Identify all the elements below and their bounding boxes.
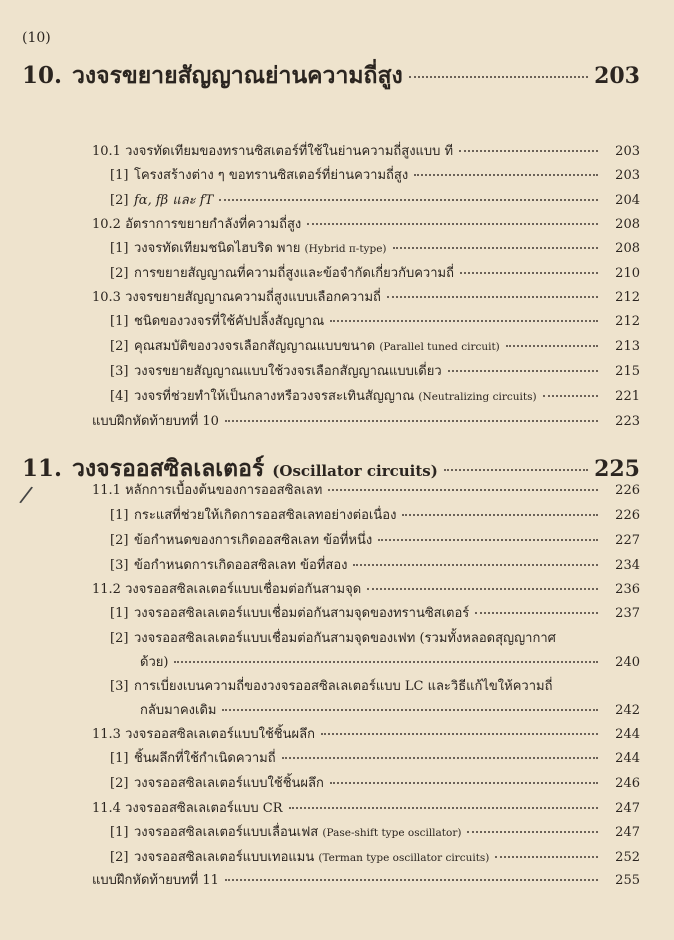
entry-page: 252 [615,850,640,865]
entry-label: 10.3 วงจรขยายสัญญาณความถี่สูงแบบเลือกความถี่ [92,290,381,305]
entry-index: [2] [110,533,129,548]
pen-mark-icon: / [17,481,35,509]
toc-entry [110,821,640,842]
entry-index: [1] [110,241,129,256]
dot-leader [393,247,598,249]
entry-page: 226 [615,508,640,523]
dot-leader [409,76,588,78]
toc-entry [110,772,640,793]
dot-leader [402,514,598,516]
entry-page: 227 [615,533,640,548]
entry-index: [2] [110,339,129,354]
toc-entry [92,140,640,161]
chapter-title: วงจรออสซิลเลเตอร์ [72,455,265,482]
dot-leader [460,272,598,274]
toc-entry [110,602,640,623]
toc-entry [110,627,640,648]
dot-leader [353,564,598,566]
entry-page: 210 [615,266,640,281]
entry-index: [2] [110,193,129,208]
toc-entry [110,675,640,696]
entry-page: 240 [615,655,640,670]
entry-page: 223 [615,414,640,429]
dot-leader [444,469,588,471]
toc-entry [110,747,640,768]
entry-page: 204 [615,193,640,208]
dot-leader [414,174,598,176]
entry-index: [2] [110,850,129,865]
entry-page: 236 [615,582,640,597]
toc-entry [110,846,640,867]
entry-label: 10.1 วงจรทัดเทียมของทรานซิสเตอร์ที่ใช้ในย่านความถี่สูงแบบ ที [92,144,454,159]
entry-label: แบบฝึกหัดท้ายบทที่ 10 [92,414,219,429]
entry-label: กลับมาคงเดิม [140,703,217,718]
toc-entry-continuation [140,651,640,672]
entry-index: [1] [110,606,129,621]
entry-index: [1] [110,314,129,329]
entry-label: คุณสมบัติของวงจรเลือกสัญญาณแบบขนาด [134,339,376,354]
toc-entry [110,360,640,381]
entry-index: [3] [110,679,129,694]
entry-page: 246 [615,776,640,791]
entry-label: วงจรออสซิลเลเตอร์แบบใช้ชิ้นผลึก [134,776,324,791]
entry-index: [1] [110,508,129,523]
entry-label: 11.3 วงจรออสซิลเลเตอร์แบบใช้ชิ้นผลึก [92,727,315,742]
chapter-heading [22,58,640,94]
entry-english: (Hybrid π-type) [304,243,387,255]
dot-leader [378,539,598,541]
dot-leader [387,296,598,298]
entry-page: 203 [615,168,640,183]
entry-page: 244 [615,727,640,742]
dot-leader [330,782,598,784]
toc-entry [92,286,640,307]
entry-page: 208 [615,241,640,256]
entry-index: [2] [110,631,129,646]
entry-label: ข้อกำหนดการเกิดออสซิลเลท ข้อที่สอง [134,558,348,573]
toc-entry [92,869,640,890]
toc-entry [92,479,640,500]
toc-entry [110,529,640,550]
entry-label: ชนิดของวงจรที่ใช้คัปปลิ้งสัญญาณ [134,314,325,329]
entry-page: 213 [615,339,640,354]
entry-index: [2] [110,266,129,281]
entry-index: [3] [110,364,129,379]
entry-page: 234 [615,558,640,573]
toc-entry [110,262,640,283]
entry-english: (Parallel tuned circuit) [379,341,500,353]
chapter-page: 225 [594,456,640,482]
entry-index: [1] [110,825,129,840]
entry-english: (Terman type oscillator circuits) [318,852,490,864]
chapter-title: วงจรขยายสัญญาณย่านความถี่สูง [72,62,403,89]
dot-leader [307,223,598,225]
entry-label: การขยายสัญญาณที่ความถี่สูงและข้อจำกัดเกี่ยวกับความถี่ [134,266,454,281]
toc-entry [92,797,640,818]
entry-label: fα, fβ และ fT [134,193,214,208]
entry-page: 221 [615,389,640,404]
chapter-number: 11./ [17,455,63,509]
entry-page: 212 [615,290,640,305]
entry-page: 212 [615,314,640,329]
entry-english: (Pase-shift type oscillator) [322,827,462,839]
entry-page: 226 [615,483,640,498]
entry-label: ข้อกำหนดของการเกิดออสซิลเลท ข้อที่หนึ่ง [134,533,373,548]
dot-leader [467,831,598,833]
dot-leader [328,489,598,491]
entry-label: แบบฝึกหัดท้ายบทที่ 11 [92,873,219,888]
entry-label: 11.4 วงจรออสซิลเลเตอร์แบบ CR [92,801,283,816]
toc-entry [110,164,640,185]
entry-label: วงจรออสซิลเลเตอร์แบบเชื่อมต่อกันสามจุดของทรานซิสเตอร์ [134,606,470,621]
dot-leader [282,757,598,759]
dot-leader [506,345,598,347]
toc-entry [110,335,640,356]
dot-leader [225,420,598,422]
dot-leader [367,588,598,590]
entry-label: ด้วย) [140,655,169,670]
toc-entry [92,723,640,744]
entry-index: [2] [110,776,129,791]
toc-entry [110,504,640,525]
entry-label: วงจรออสซิลเลเตอร์แบบเลื่อนเฟส [134,825,319,840]
entry-index: [4] [110,389,129,404]
entry-page: 215 [615,364,640,379]
chapter-page: 203 [594,63,640,89]
entry-page: 242 [615,703,640,718]
entry-page: 208 [615,217,640,232]
toc-entry [110,310,640,331]
toc-entry [110,189,640,210]
toc-entry [92,213,640,234]
dot-leader [543,395,598,397]
chapter-english-title: (Oscillator circuits) [272,462,438,480]
dot-leader [330,320,598,322]
page-number: (10) [22,30,51,46]
entry-label: วงจรที่ช่วยทำให้เป็นกลางหรือวงจรสะเทินสัญญาณ [134,389,415,404]
entry-page: 247 [615,825,640,840]
dot-leader [222,709,598,711]
entry-label: 10.2 อัตราการขยายกำลังที่ความถี่สูง [92,217,302,232]
entry-label: ชิ้นผลึกที่ใช้กำเนิดความถี่ [134,751,276,766]
entry-label: 11.1 หลักการเบื้องต้นของการออสซิลเลท [92,483,323,498]
dot-leader [475,612,598,614]
entry-page: 247 [615,801,640,816]
dot-leader [448,370,598,372]
dot-leader [174,661,598,663]
dot-leader [289,807,599,809]
chapter-number: 10. [22,62,63,89]
entry-page: 203 [615,144,640,159]
entry-page: 244 [615,751,640,766]
toc-entry [110,385,640,406]
entry-label: 11.2 วงจรออสซิลเลเตอร์แบบเชื่อมต่อกันสามจุด [92,582,362,597]
toc-entry [110,237,640,258]
entry-label: วงจรทัดเทียมชนิดไฮบริด พาย [134,241,301,256]
entry-label: การเบี่ยงเบนความถี่ของวงจรออสซิลเลเตอร์แบบ LC และวิธีแก้ไขให้ความถี่ [134,679,553,694]
entry-label: โครงสร้างต่าง ๆ ขอทรานซิสเตอร์ที่ย่านความถี่สูง [134,168,409,183]
toc-entry-continuation [140,699,640,720]
toc-entry [110,554,640,575]
dot-leader [225,879,598,881]
entry-english: (Neutralizing circuits) [418,391,537,403]
toc-entry [92,410,640,431]
entry-page: 255 [615,873,640,888]
entry-label: วงจรออสซิลเลเตอร์แบบเชื่อมต่อกันสามจุดของเฟท (รวมทั้งหลอดสุญญากาศ [134,631,556,646]
entry-index: [1] [110,751,129,766]
dot-leader [219,199,598,201]
dot-leader [321,733,598,735]
entry-index: [3] [110,558,129,573]
dot-leader [459,150,598,152]
entry-label: กระแสที่ช่วยให้เกิดการออสซิลเลทอย่างต่อเนื่อง [134,508,397,523]
dot-leader [495,856,598,858]
entry-label: วงจรออสซิลเลเตอร์แบบเทอแมน [134,850,315,865]
entry-label: วงจรขยายสัญญาณแบบใช้วงจรเลือกสัญญาณแบบเดี่ยว [134,364,442,379]
entry-index: [1] [110,168,129,183]
entry-page: 237 [615,606,640,621]
toc-entry [92,578,640,599]
